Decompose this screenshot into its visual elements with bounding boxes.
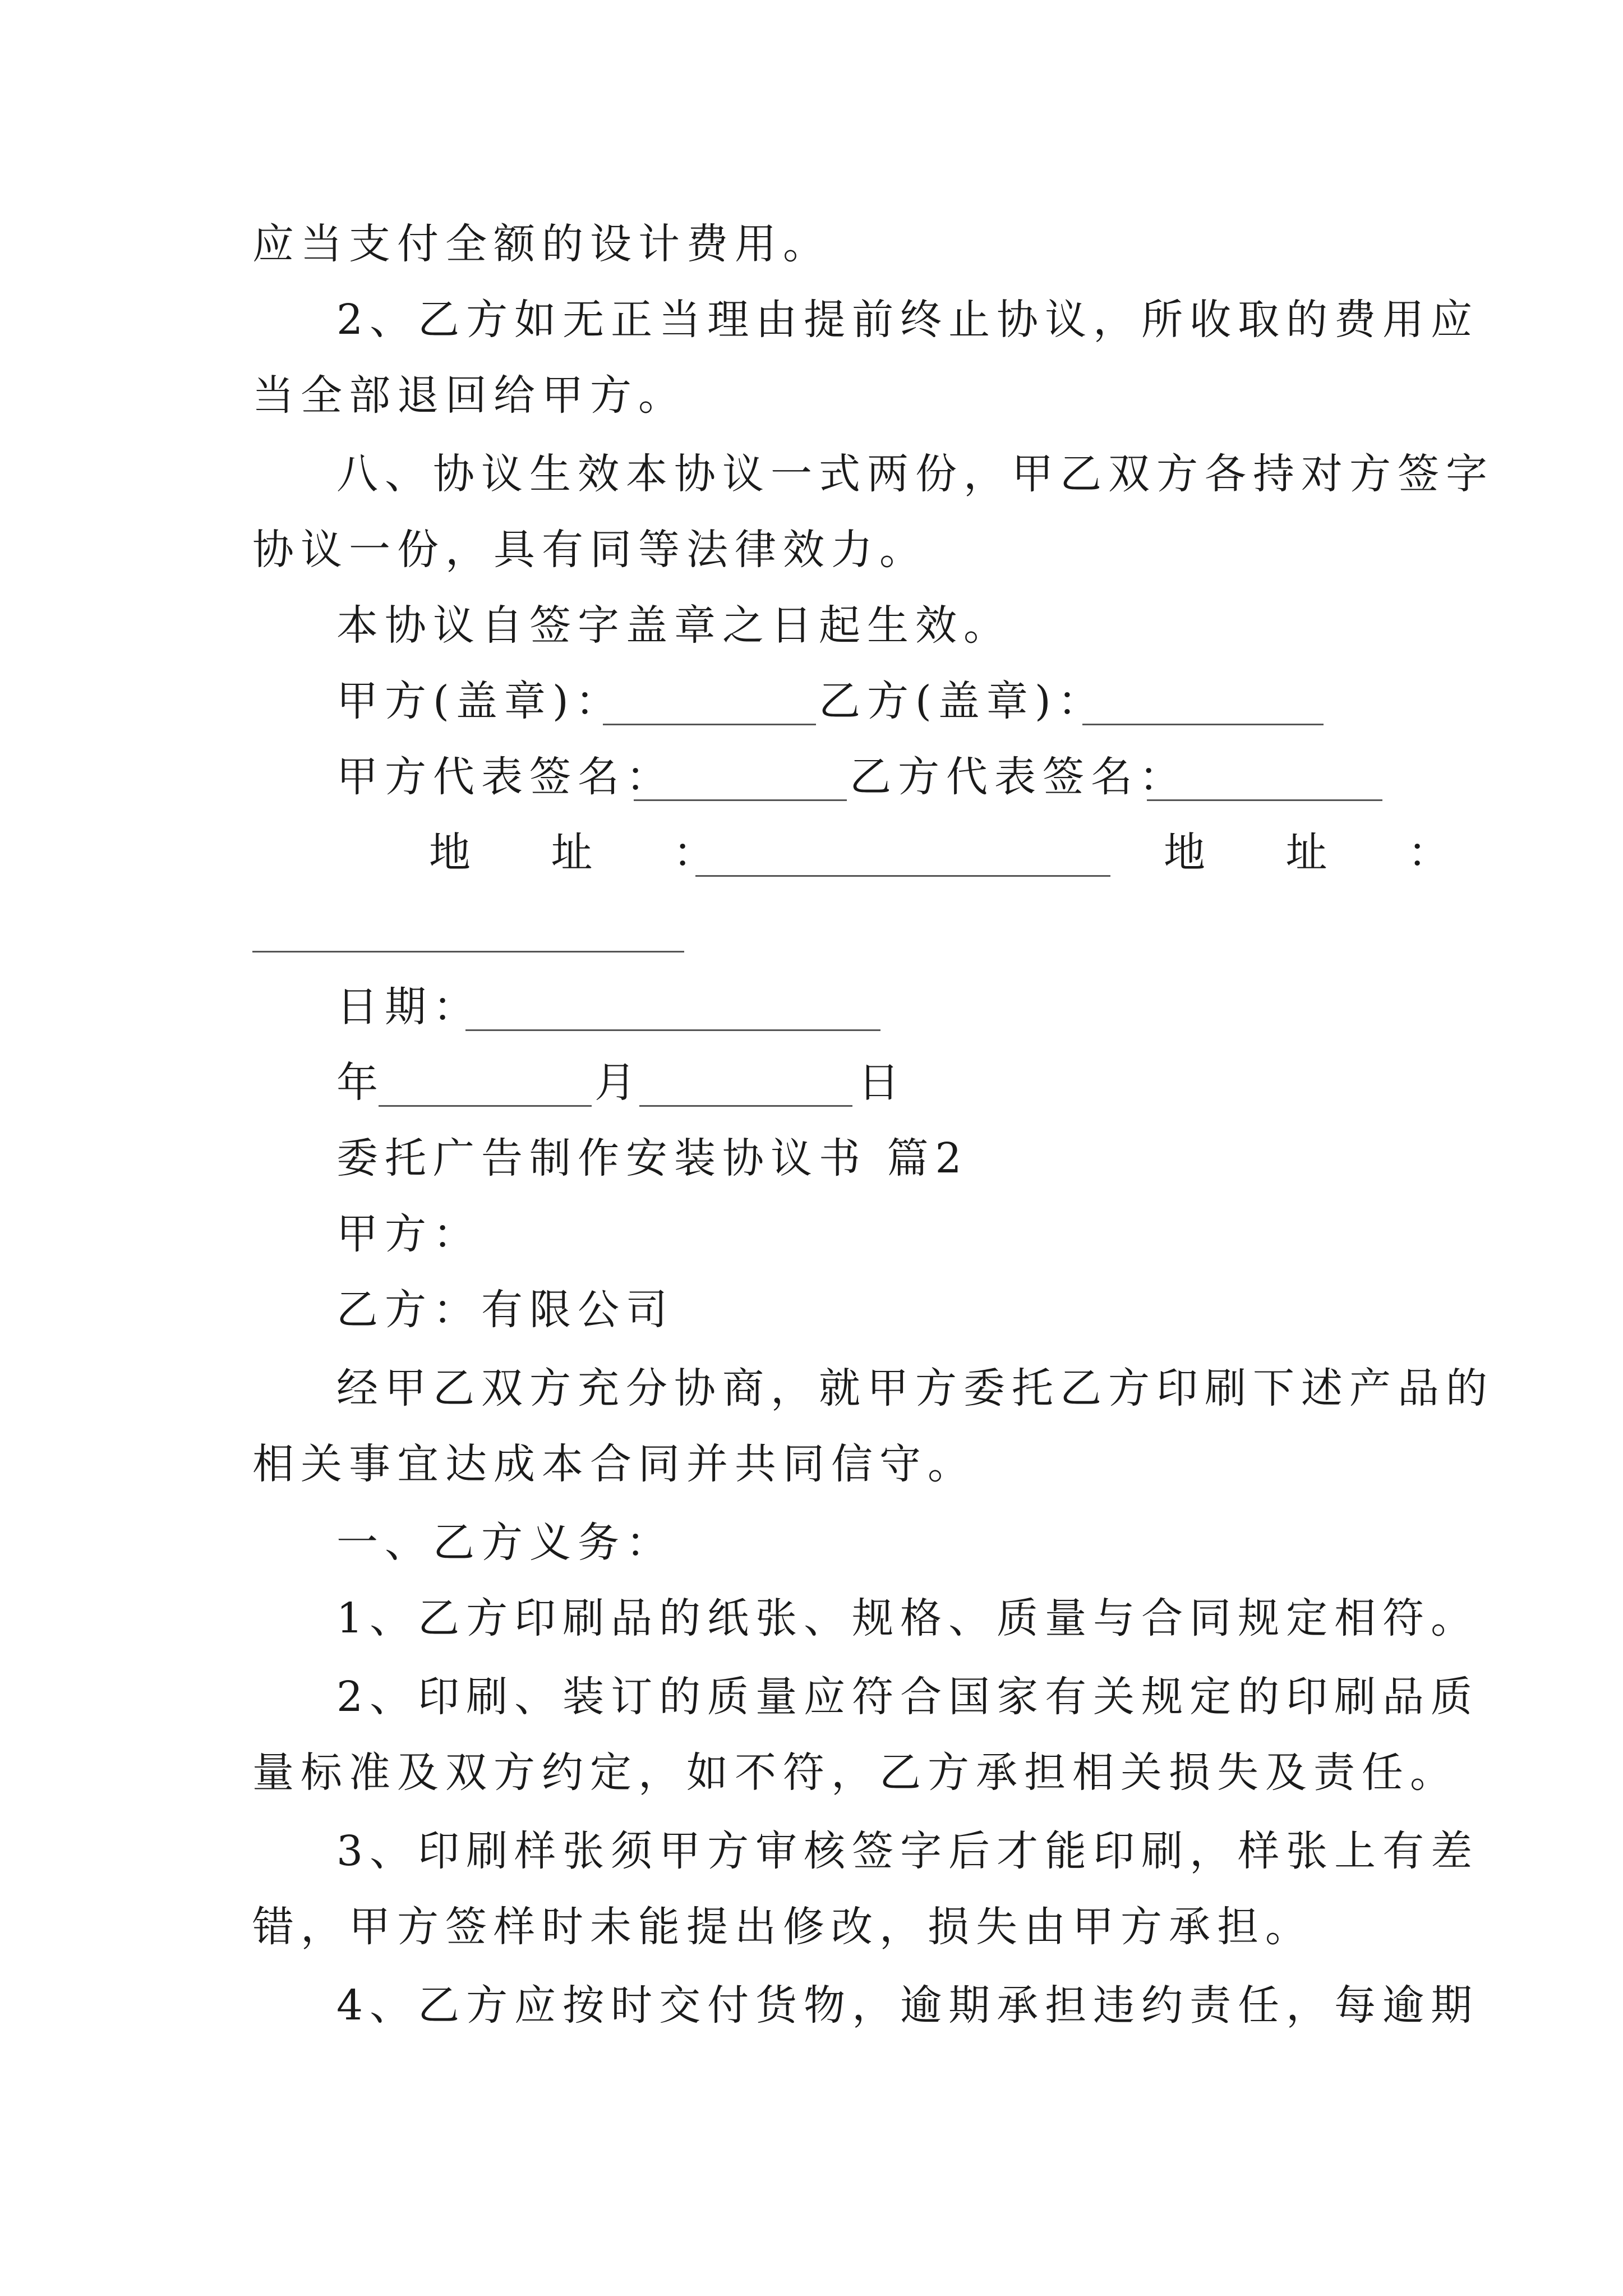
party-a-line: 甲方： xyxy=(336,1210,481,1258)
sign-party-a-seal-blank xyxy=(603,724,816,725)
list-item: 3、印刷样张须甲方审核签字后才能印刷，样张上有差 xyxy=(336,1827,1479,1875)
list-item: 错，甲方签样时未能提出修改，损失由甲方承担。 xyxy=(252,1903,1313,1951)
date-label: 日期： xyxy=(336,983,481,1031)
sign-party-b-seal-label: 乙方(盖章)： xyxy=(819,677,1106,725)
paragraph-line: 协议一份，具有同等法律效力。 xyxy=(252,526,928,574)
paragraph-line: 相关事宜达成本合同并共同信守。 xyxy=(252,1440,976,1488)
date-month-blank xyxy=(639,1105,852,1107)
date-year-label: 年 xyxy=(336,1059,385,1107)
date-blank xyxy=(465,1029,880,1031)
address-a-label: 地 址 ： xyxy=(429,829,749,877)
address-b-blank xyxy=(252,951,684,953)
sign-party-b-rep-blank xyxy=(1147,799,1382,801)
sign-party-b-seal-blank xyxy=(1082,724,1324,725)
sign-party-a-rep-blank xyxy=(634,799,847,801)
list-item: 2、印刷、装订的质量应符合国家有关规定的印刷品质 xyxy=(336,1673,1479,1721)
section-title: 委托广告制作安装协议书 篇2 xyxy=(336,1134,969,1182)
paragraph-line: 应当支付全额的设计费用。 xyxy=(252,220,831,268)
address-a-blank xyxy=(695,875,1110,877)
address-b-label: 地 址 ： xyxy=(1164,829,1483,877)
paragraph-line: 2、乙方如无正当理由提前终止协议，所收取的费用应 xyxy=(336,296,1479,344)
date-month-label: 月 xyxy=(594,1059,643,1107)
paragraph-line: 当全部退回给甲方。 xyxy=(252,371,686,420)
sign-party-a-rep-label: 甲方代表签名： xyxy=(336,753,674,801)
date-day-label: 日 xyxy=(858,1059,906,1107)
sign-party-b-rep-label: 乙方代表签名： xyxy=(850,753,1187,801)
section-heading: 一、乙方义务： xyxy=(336,1519,674,1567)
list-item: 4、乙方应按时交付货物，逾期承担违约责任，每逾期 xyxy=(336,1981,1479,2030)
list-item: 1、乙方印刷品的纸张、规格、质量与合同规定相符。 xyxy=(336,1594,1479,1642)
list-item: 量标准及双方约定，如不符，乙方承担相关损失及责任。 xyxy=(252,1749,1458,1797)
date-year-blank xyxy=(379,1105,592,1107)
party-b-line: 乙方：有限公司 xyxy=(336,1286,674,1334)
paragraph-line: 经甲乙双方充分协商，就甲方委托乙方印刷下述产品的 xyxy=(336,1364,1494,1412)
sign-party-a-seal-label: 甲方(盖章)： xyxy=(336,677,624,725)
paragraph-line: 本协议自签字盖章之日起生效。 xyxy=(336,601,1012,650)
paragraph-line: 八、协议生效本协议一式两份，甲乙双方各持对方签字 xyxy=(336,450,1494,498)
